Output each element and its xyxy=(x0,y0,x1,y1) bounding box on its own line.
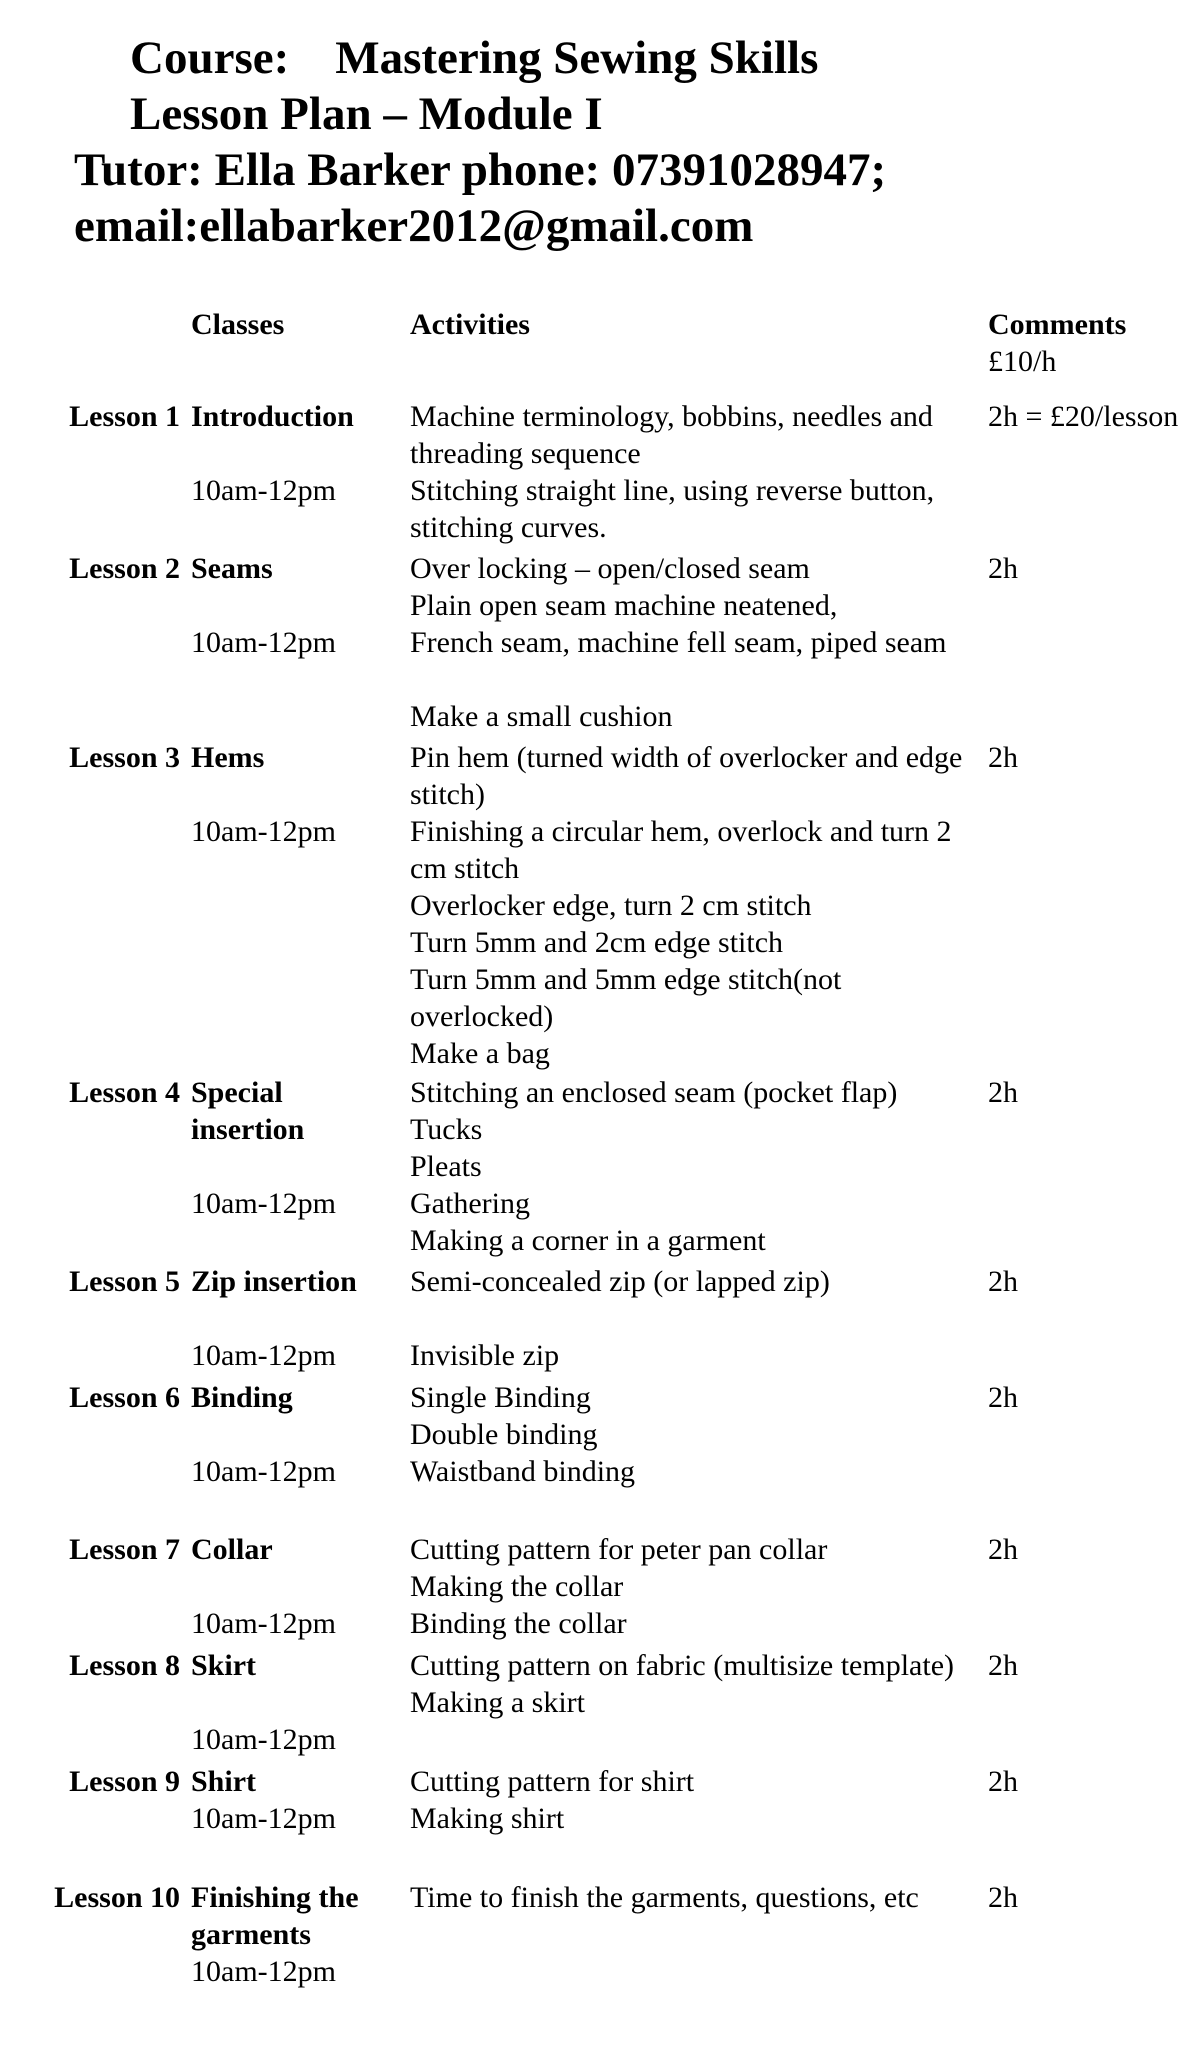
activity: Stitching straight line, using reverse button, stitching curves. xyxy=(410,474,935,544)
lesson-class xyxy=(191,550,406,659)
lesson-class xyxy=(191,1647,406,1756)
activity xyxy=(410,1300,990,1337)
lesson-class xyxy=(191,1763,406,1835)
lesson-number: Lesson 8 xyxy=(69,1649,180,1682)
lesson-time: 10am-12pm xyxy=(191,626,336,659)
lesson-title: Collar xyxy=(191,1533,273,1566)
lesson-title: Shirt xyxy=(191,1765,257,1798)
activity: Overlocker edge, turn 2 cm stitch xyxy=(410,889,812,922)
activity: Pin hem (turned width of overlocker and edge stitch) xyxy=(410,741,963,811)
lesson-title: Zip insertion xyxy=(191,1265,357,1298)
lesson-comment: 2h xyxy=(988,741,1018,774)
lesson-title: Special insertion xyxy=(191,1076,305,1146)
lesson-time: 10am-12pm xyxy=(191,815,336,848)
activity: Pleats xyxy=(410,1150,482,1183)
lesson-time: 10am-12pm xyxy=(191,474,336,507)
column-header-comments: Comments xyxy=(988,308,1127,341)
lesson-title: Skirt xyxy=(191,1649,257,1682)
lesson-title: Hems xyxy=(191,741,265,774)
lesson-title: Binding xyxy=(191,1381,293,1414)
tutor-email: email:ellabarker2012@gmail.com xyxy=(74,200,754,252)
lesson-time: 10am-12pm xyxy=(191,1339,336,1372)
activity: Tucks xyxy=(410,1113,483,1146)
lesson-time: 10am-12pm xyxy=(191,1455,336,1488)
lesson-comment: 2h xyxy=(988,1076,1018,1109)
course-label: Course: xyxy=(130,32,290,84)
lesson-number: Lesson 6 xyxy=(69,1381,180,1414)
activity: Making shirt xyxy=(410,1802,565,1835)
activity: Machine terminology, bobbins, needles and threading sequence xyxy=(410,400,933,470)
lesson-number: Lesson 2 xyxy=(69,552,180,585)
activity: Semi-concealed zip (or lapped zip) xyxy=(410,1265,830,1298)
activity: Cutting pattern for shirt xyxy=(410,1765,695,1798)
activity: French seam, machine fell seam, piped seam xyxy=(410,626,947,659)
activity: Finishing a circular hem, overlock and turn 2 cm stitch xyxy=(410,815,952,885)
column-header-activities: Activities xyxy=(410,308,530,341)
lesson-comment: 2h xyxy=(988,1881,1018,1914)
activity xyxy=(410,661,990,698)
lesson-comment: 2h xyxy=(988,1649,1018,1682)
lesson-comment: 2h xyxy=(988,1381,1018,1414)
tutor-info: Tutor: Ella Barker phone: 07391028947; xyxy=(74,144,887,196)
lesson-activities xyxy=(410,398,990,546)
lesson-class xyxy=(191,1379,406,1488)
course-heading xyxy=(130,30,818,86)
lesson-title: Introduction xyxy=(191,400,354,433)
activity: Gathering xyxy=(410,1187,530,1220)
lesson-activities xyxy=(410,1263,990,1374)
lesson-number: Lesson 10 xyxy=(54,1881,180,1914)
activity: Binding the collar xyxy=(410,1607,627,1640)
lesson-comment: 2h xyxy=(988,1533,1018,1566)
activity: Single Binding xyxy=(410,1381,591,1414)
lesson-comment: 2h = £20/lesson xyxy=(988,400,1179,433)
lesson-class xyxy=(191,1074,351,1220)
lesson-comment: 2h xyxy=(988,552,1018,585)
activity: Turn 5mm and 5mm edge stitch(not overlocked) xyxy=(410,963,842,1033)
activity: Time to finish the garments, questions, etc xyxy=(410,1881,919,1914)
activity: Over locking – open/closed seam xyxy=(410,552,810,585)
lesson-title: Seams xyxy=(191,552,273,585)
activity: Waistband binding xyxy=(410,1455,636,1488)
hourly-rate: £10/h xyxy=(988,345,1057,378)
lesson-number: Lesson 4 xyxy=(69,1076,180,1109)
course-name: Mastering Sewing Skills xyxy=(335,32,819,84)
column-header-classes: Classes xyxy=(191,308,285,341)
lesson-class xyxy=(191,739,406,848)
lesson-number: Lesson 3 xyxy=(69,741,180,774)
lesson-activities xyxy=(410,1647,990,1721)
lesson-time: 10am-12pm xyxy=(191,1802,336,1835)
activity: Stitching an enclosed seam (pocket flap) xyxy=(410,1076,898,1109)
lesson-time: 10am-12pm xyxy=(191,1723,336,1756)
lesson-time: 10am-12pm xyxy=(191,1955,336,1988)
lesson-plan-title: Lesson Plan – Module I xyxy=(130,88,603,140)
lesson-class xyxy=(191,1263,406,1372)
activity: Double binding xyxy=(410,1418,598,1451)
lesson-class xyxy=(191,1531,406,1640)
lesson-comment: 2h xyxy=(988,1265,1018,1298)
lesson-activities xyxy=(410,739,990,1072)
activity: Cutting pattern for peter pan collar xyxy=(410,1533,828,1566)
lesson-time: 10am-12pm xyxy=(191,1187,336,1220)
lesson-class xyxy=(191,398,406,507)
lesson-number: Lesson 5 xyxy=(69,1265,180,1298)
activity: Make a bag xyxy=(410,1037,550,1070)
activity: Plain open seam machine neatened, xyxy=(410,589,838,622)
lesson-number: Lesson 7 xyxy=(69,1533,180,1566)
lesson-comment: 2h xyxy=(988,1765,1018,1798)
lesson-activities xyxy=(410,1879,990,1916)
lesson-activities xyxy=(410,550,990,735)
activity: Cutting pattern on fabric (multisize template) xyxy=(410,1649,954,1682)
activity: Making the collar xyxy=(410,1570,624,1603)
lesson-number: Lesson 9 xyxy=(69,1765,180,1798)
lesson-title: Finishing the garments xyxy=(191,1881,359,1951)
activity: Making a corner in a garment xyxy=(410,1224,766,1257)
lesson-number: Lesson 1 xyxy=(69,400,180,433)
lesson-activities xyxy=(410,1531,990,1642)
activity: Make a small cushion xyxy=(410,700,673,733)
lesson-activities xyxy=(410,1379,990,1490)
activity: Invisible zip xyxy=(410,1339,560,1372)
lesson-class xyxy=(191,1879,391,1988)
activity: Making a skirt xyxy=(410,1686,585,1719)
lesson-activities xyxy=(410,1074,990,1259)
lesson-time: 10am-12pm xyxy=(191,1607,336,1640)
lesson-activities xyxy=(410,1763,990,1837)
activity: Turn 5mm and 2cm edge stitch xyxy=(410,926,784,959)
